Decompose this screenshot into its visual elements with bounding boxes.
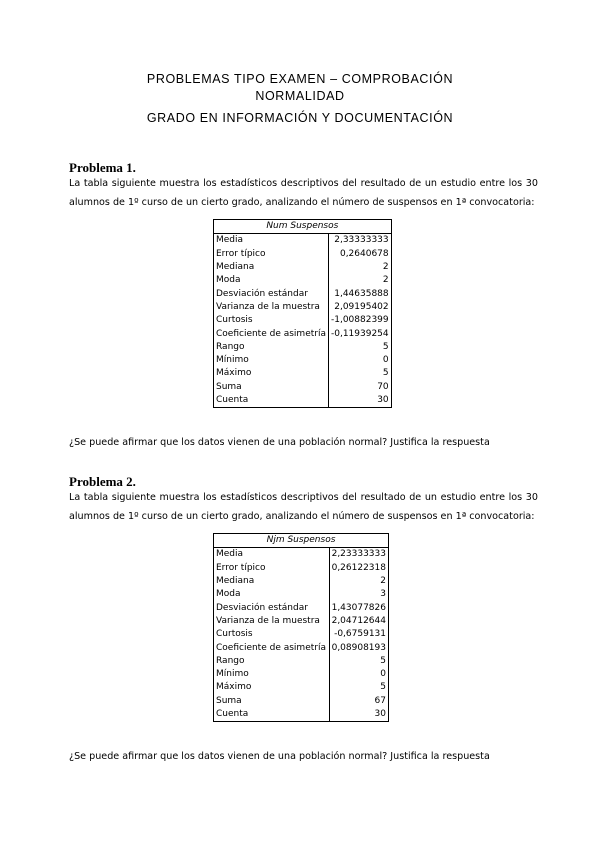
stat-label: Error típico [214,248,329,261]
table-row [214,314,392,327]
stat-value: 0 [328,354,391,367]
stat-value: 0 [329,668,388,681]
stat-label: Suma [214,695,330,708]
table-header-row [214,534,389,548]
stat-label: Desviación estándar [214,287,329,300]
stat-value: 2,33333333 [328,234,391,248]
table-row [214,615,389,628]
stat-value: 0,2640678 [328,248,391,261]
table-row [214,287,392,300]
stat-value: 1,43077826 [329,601,388,614]
stat-label: Varianza de la muestra [214,615,330,628]
table-header-row [214,220,392,234]
table-row [214,301,392,314]
problem-2-intro: La tabla siguiente muestra los estadísticos descriptivos del resultado de un estudio entre los 30 alumnos de 1º curso de un cierto grado, analizando el número de suspensos en 1ª convocatoria: [69,492,538,522]
stat-label: Suma [214,381,329,394]
table-row [214,601,389,614]
stat-value: 3 [329,588,388,601]
stat-value: 30 [328,394,391,408]
stat-label: Moda [214,588,330,601]
table-row [214,695,389,708]
table-header: Num Suspensos [214,220,392,234]
table-row [214,327,392,340]
problem-1-heading: Problema 1. [69,160,136,175]
table-row [214,708,389,722]
table-row [214,575,389,588]
table-row [214,367,392,380]
problem-1-question: ¿Se puede afirmar que los datos vienen de una población normal? Justifica la respuesta [69,437,490,448]
table-row [214,588,389,601]
problem-2-heading: Problema 2. [69,474,136,489]
stat-value: 0,26122318 [329,562,388,575]
stat-label: Error típico [214,562,330,575]
stat-value: 5 [328,367,391,380]
table-row [214,248,392,261]
stat-value: 5 [329,681,388,694]
stat-label: Curtosis [214,314,329,327]
stat-label: Rango [214,655,330,668]
table-row [214,655,389,668]
stat-label: Media [214,548,330,562]
stat-label: Desviación estándar [214,601,330,614]
stat-value: -0,6759131 [329,628,388,641]
page-title-line-2: NORMALIDAD [255,89,345,103]
table-row [214,261,392,274]
page-title-line-1: PROBLEMAS TIPO EXAMEN – COMPROBACIÓN [146,72,454,86]
stat-label: Mínimo [214,354,329,367]
stat-label: Mediana [214,575,330,588]
table-row [214,628,389,641]
problem-2-stats-table [213,533,389,722]
table-header: Njm Suspensos [214,534,389,548]
stat-value: 5 [329,655,388,668]
table-row [214,234,392,248]
stat-value: 2,09195402 [328,301,391,314]
stat-label: Varianza de la muestra [214,301,329,314]
stat-value: 2,04712644 [329,615,388,628]
table-row [214,562,389,575]
stat-value: 5 [328,341,391,354]
table-row [214,394,392,408]
table-row [214,641,389,654]
table-row [214,681,389,694]
stat-label: Mínimo [214,668,330,681]
problem-2-question: ¿Se puede afirmar que los datos vienen de una población normal? Justifica la respuesta [69,751,490,762]
stat-value: 2 [328,274,391,287]
problem-1-intro: La tabla siguiente muestra los estadísticos descriptivos del resultado de un estudio entre los 30 alumnos de 1º curso de un cierto grado, analizando el número de suspensos en 1ª convocatoria: [69,178,538,208]
stat-value: 2,23333333 [329,548,388,562]
stat-label: Cuenta [214,708,330,722]
stat-label: Cuenta [214,394,329,408]
stat-label: Curtosis [214,628,330,641]
stat-value: -0,11939254 [328,327,391,340]
page-subtitle: GRADO EN INFORMACIÓN Y DOCUMENTACIÓN [146,111,454,125]
stat-label: Rango [214,341,329,354]
table-row [214,274,392,287]
stat-label: Media [214,234,329,248]
table-row [214,668,389,681]
stat-value: -1,00882399 [328,314,391,327]
stat-value: 30 [329,708,388,722]
stat-label: Máximo [214,367,329,380]
stat-value: 2 [328,261,391,274]
table-row [214,341,392,354]
stat-label: Coeficiente de asimetría [214,327,329,340]
stat-value: 1,44635888 [328,287,391,300]
table-row [214,354,392,367]
stat-value: 0,08908193 [329,641,388,654]
stat-value: 70 [328,381,391,394]
stat-value: 67 [329,695,388,708]
table-row [214,381,392,394]
problem-1-stats-table [213,219,392,408]
stat-label: Coeficiente de asimetría [214,641,330,654]
stat-label: Moda [214,274,329,287]
table-row [214,548,389,562]
stat-label: Máximo [214,681,330,694]
stat-label: Mediana [214,261,329,274]
stat-value: 2 [329,575,388,588]
